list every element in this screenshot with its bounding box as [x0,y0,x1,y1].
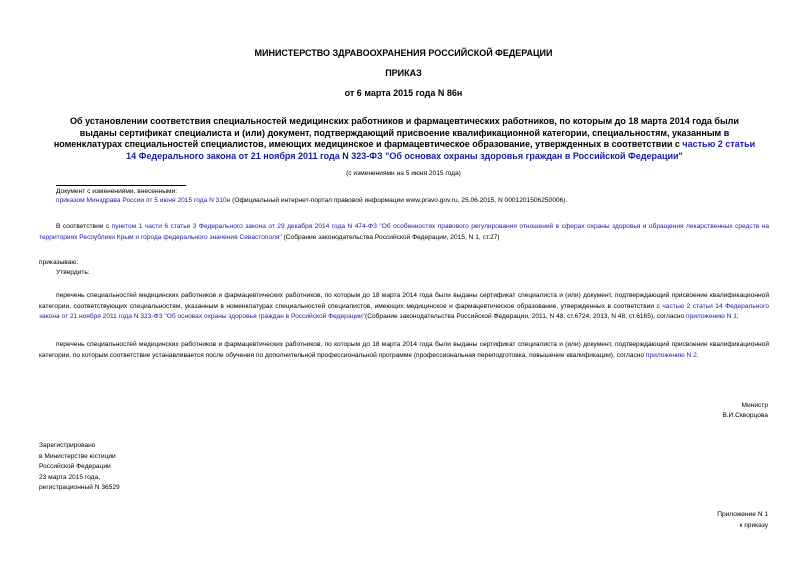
preamble-source: (Собрание законодательства Российской Федерации, 2015, N 1, ст.27) [281,233,500,241]
revision-note: (с изменениями на 5 июня 2015 года) [346,170,461,177]
registration-line: Российской Федерации [39,463,111,470]
registration-line: Зарегистрировано [39,442,96,449]
appendix-line-2: к приказу [739,522,768,529]
item-1-source: (Собрание законодательства Российской Федерации, 2011, N 48, ст.6724; 2013, N 48, ст.6165), согласно [365,313,686,320]
preamble-paragraph [39,222,769,243]
divider [56,185,186,186]
document-date-number: от 6 марта 2015 года N 86н [344,88,463,98]
item-2-text: перечень специальностей медицинских работников и фармацевтических работников, по которым до 18 марта 2014 года были выданы сертификат специалиста и (или) документ, подтверждающий присвоение квалификационной категории, по которым соответствие устанавливается после обучения по дополнительной профессиональной программе (профессиональная переподготовка, повышение квалификации), согласно [39,341,769,359]
item-1-law-link[interactable]: частью 2 статьи 14 Федерального закона от 21 ноября 2011 года N 323-ФЗ "Об основах охраны здоровья граждан в Российской Федерации" [39,302,769,320]
appendix-1-link[interactable]: приложению N 1 [686,313,737,320]
title-law-link[interactable]: частью 2 статьи 14 Федерального закона от 21 ноября 2011 года N 323-ФЗ "Об основах охраны здоровья граждан в Российской Федерации" [126,139,756,161]
item-2-paragraph [39,340,769,361]
appendix-line-1: Приложение N 1 [717,511,768,518]
document-title [52,116,757,162]
preamble-text: В соответствии с [56,223,112,230]
item-1-end: ; [736,313,739,320]
amendments-label: Документ с изменениями, внесенными: [56,188,178,195]
amendment-source: (Официальный интернет-портал правовой информации www.pravo.gov.ru, 25.06.2015, N 0001201506250006). [230,197,568,204]
title-text: Об установлении соответствия специальностей медицинских работников и фармацевтических работников, по которым до 18 марта 2014 года были выданы сертификат специалиста и (или) документ, подтверждающий присвоение квалификационной категории, специальностям, указанным в номенклатурах специальностей специалистов, имеющих медицинское и фармацевтическое образование, утвержденных в соответствии с [53,116,739,149]
amendment-order-link[interactable]: приказом Минздрава России от 5 июня 2015 года N 310н [56,197,231,204]
registration-line: регистрационный N 36529 [39,484,120,491]
registration-line: в Министерстве юстиции [39,452,116,460]
preamble-law-link[interactable]: пунктом 1 части 6 статьи 3 Федерального закона от 29 декабря 2014 года N 474-ФЗ "Об особенностях правового регулирования отношений в сферах охраны здоровья и обращения лекарственных средств на территориях Республики Крым и города федерального значения Севастополя" [39,223,770,241]
order-word: приказываю: [39,259,79,266]
registration-line: 23 марта 2015 года, [39,473,100,481]
amendments-line [56,196,756,205]
item-1-text: перечень специальностей медицинских работников и фармацевтических работников, по которым до 18 марта 2014 года были выданы сертификат специалиста и (или) документ, подтверждающий присвоение квалификационной категории, соответствующих специальностям, указанным в номенклатурах специальностей специалистов, имеющих медицинское и фармацевтическое образование, утвержденных в соответствии с [39,292,769,310]
signature-position: Министр [741,402,768,409]
signature-name: В.И.Скворцова [722,412,768,419]
registration-block [39,441,239,494]
item-2-end: . [696,351,699,359]
approve-word: Утвердить: [56,269,90,276]
document-type: ПРИКАЗ [385,68,422,78]
ministry-heading: МИНИСТЕРСТВО ЗДРАВООХРАНЕНИЯ РОССИЙСКОЙ ФЕДЕРАЦИИ [254,48,553,58]
item-1-paragraph [39,291,769,323]
appendix-2-link[interactable]: приложению N 2 [645,351,697,359]
